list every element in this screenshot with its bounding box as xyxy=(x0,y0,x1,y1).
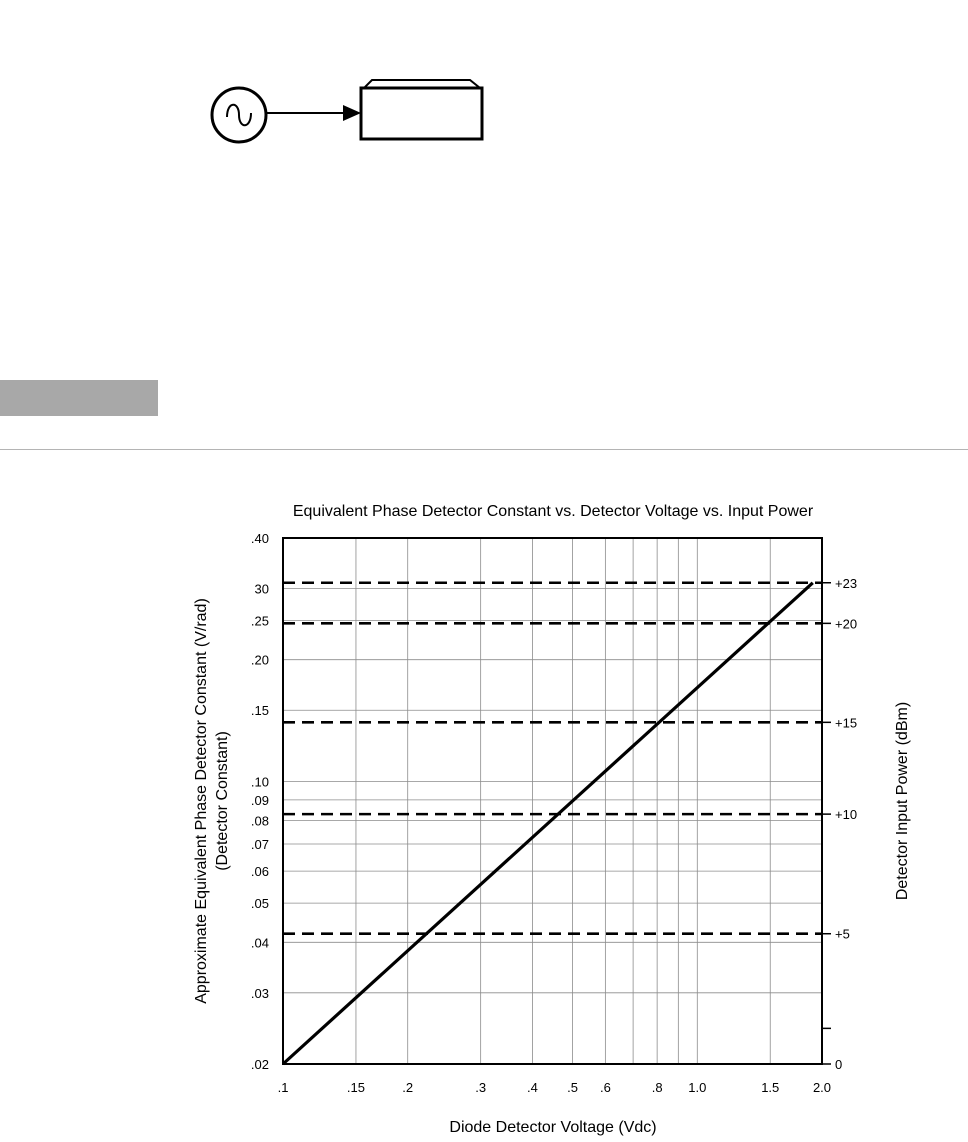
x-tick-labels xyxy=(278,1080,831,1095)
y2-tick-label: +15 xyxy=(835,715,858,731)
x-tick-label: .1 xyxy=(277,1080,289,1095)
plot-frame xyxy=(283,538,822,1064)
y-axis-label: Approximate Equivalent Phase Detector Constant (V/rad) xyxy=(193,598,210,1004)
x-tick-label: .5 xyxy=(567,1080,578,1095)
y-tick-label: .25 xyxy=(250,613,269,629)
y2-axis-label: Detector Input Power (dBm) xyxy=(894,701,911,901)
y-tick-label: 30 xyxy=(254,581,269,597)
y2-tick-label: 0 xyxy=(835,1057,843,1072)
y-tick-label: .10 xyxy=(250,774,269,790)
x-tick-label: .2 xyxy=(402,1080,414,1095)
y-tick-label: .20 xyxy=(250,652,269,668)
x-tick-label: 1.0 xyxy=(688,1080,707,1095)
y-tick-label: .04 xyxy=(250,935,269,951)
y-tick-label: .40 xyxy=(250,531,269,546)
y-axis-label-secondary: (Detector Constant) xyxy=(214,731,231,871)
x-tick-label: 2.0 xyxy=(812,1080,832,1095)
y-tick-label: .15 xyxy=(250,703,269,719)
chart-title: Equivalent Phase Detector Constant vs. Detector Voltage vs. Input Power xyxy=(292,503,814,520)
y2-tick-label: +5 xyxy=(835,926,850,942)
y-tick-label: .09 xyxy=(250,792,269,808)
x-tick-label: .4 xyxy=(527,1080,538,1095)
y2-tick-label: +20 xyxy=(835,616,858,632)
x-axis-label: Diode Detector Voltage (Vdc) xyxy=(449,1119,657,1136)
y-tick-label: .05 xyxy=(250,896,269,912)
x-tick-label: .8 xyxy=(651,1080,663,1095)
y-tick-label: .06 xyxy=(250,864,269,880)
x-tick-label: .6 xyxy=(599,1080,611,1095)
x-tick-label: 1.5 xyxy=(761,1080,780,1095)
y2-tick-label: +23 xyxy=(835,575,858,591)
y2-tick-label: +10 xyxy=(835,807,858,823)
x-tick-label: .15 xyxy=(346,1080,365,1095)
x-tick-label: .3 xyxy=(475,1080,487,1095)
y-tick-label: .02 xyxy=(250,1057,269,1072)
y-tick-label: .03 xyxy=(250,985,269,1001)
y-tick-label: .07 xyxy=(250,837,269,853)
power-level-lines xyxy=(283,583,822,934)
grid xyxy=(283,538,822,1064)
detector-constant-line xyxy=(283,583,813,1064)
y-tick-labels xyxy=(251,531,269,1072)
y-tick-label: .08 xyxy=(250,813,269,829)
series xyxy=(283,583,813,1064)
y2-tick-labels xyxy=(822,576,857,1072)
